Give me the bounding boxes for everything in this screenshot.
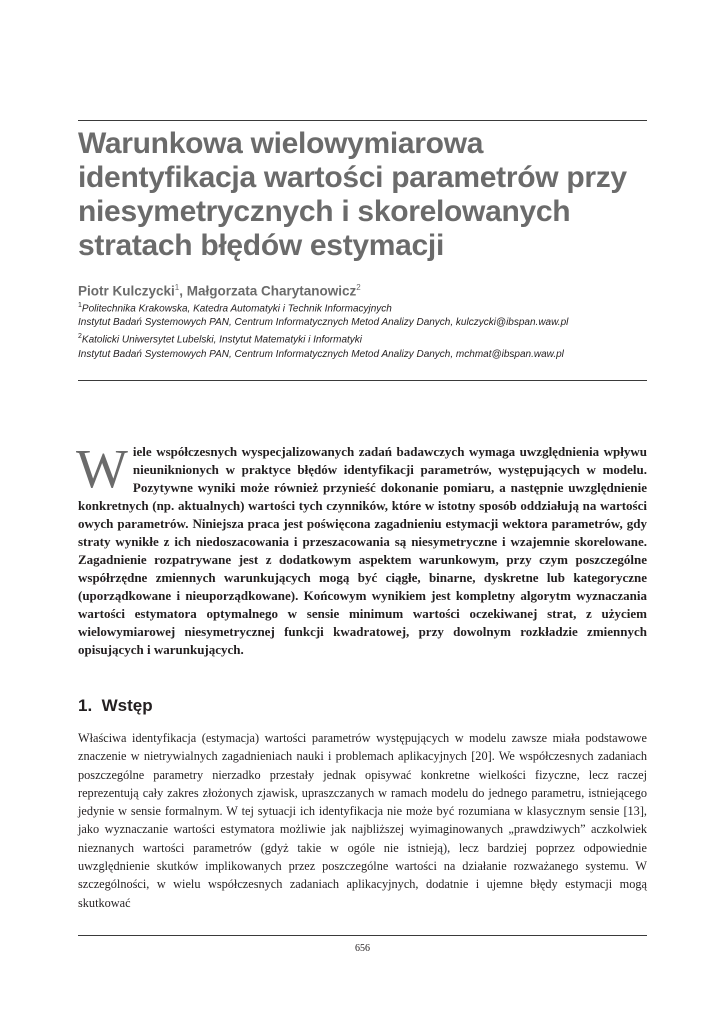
affiliations: [78, 299, 647, 362]
affiliation-line: [78, 330, 647, 347]
top-rule: [78, 120, 647, 121]
affiliation-mark: 1: [78, 302, 82, 309]
affiliation-line: [78, 299, 647, 316]
author-affiliation-mark: 1: [174, 283, 180, 292]
affiliation-text: Katolicki Uniwersytet Lubelski, Instytut Matematyki i Informatyki: [81, 334, 362, 346]
abstract: [76, 438, 647, 659]
abstract-text: iele współczesnych wyspecjalizowanych zadań badawczych wymaga uwzględnienia wpływu nieuniknionych w praktyce błędów identyfikacji parametrów, występujących w modelu. Pozytywne wyniki może również przynieść dokonanie pomiaru, a następnie uwzględnienie konkretnych (np. aktualnych) wartości tych czynników, które w istotny sposób oddziałują na wartości owych parametrów. Niniejsza praca jest poświęcona zagadnieniu estymacji wektora parametrów, gdy straty wynikłe z ich niedoszacowania i przeszacowania są niesymetryczne i wzajemnie skorelowane. Zagadnienie rozpatrywane jest z dodatkowym aspektem warunkowym, przy czym poszczególne współrzędne zmiennych warunkujących mogą być ciągłe, binarne, dyskretne lub kategoryczne (uporządkowane i nieuporządkowane). Końcowym wynikiem jest kompletny algorytm wyznaczania wartości estymatora optymalnego w sensie minimum wartości oczekiwanej strat, z użyciem wielowymiarowej niesymetrycznej funkcji kwadratowej, przy dowolnym rozkładzie zmiennych opisujących i warunkujących.: [78, 444, 647, 657]
section-body-text: Właściwa identyfikacja (estymacja) wartości parametrów występujących w modelu zawsze miała podstawowe znaczenie w nietrywialnych zagadnieniach nauki i problemach aplikacyjnych [20]. We współczesnych zadaniach poszczególne parametry nierzadko przestały jednak opisywać konkretne wielkości fizyczne, lecz raczej reprezentują cały zakres złożonych zjawisk, upraszczanych w ramach modelu do jednego parametru, istniejącego jedynie w sensie formalnym. W tej sytuacji ich identyfikacja nie może być rozumiana w klasycznym sensie [13], jako wyznaczanie wartości estymatora możliwie jak najbliższej wyimaginowanych „prawdziwych” aczkolwiek nieznanych wartości parametrów (gdyż takie w ogóle nie istnieją), lecz bardziej poprzez odpowiednie uwzględnienie skutków implikowanych przez poszczególne wartości na działanie rozważanego systemu. W szczególności, w wielu współczesnych zadaniach aplikacyjnych, dodatnie i ujemne błędy estymacji mogą skutkować: [78, 731, 647, 910]
author-list: [78, 283, 361, 299]
author-separator: ,: [179, 283, 187, 299]
footer-rule: [78, 935, 647, 936]
author-name: Małgorzata Charytanowicz: [186, 283, 357, 299]
section-number: 1.: [78, 696, 93, 715]
affiliation-mark: 2: [78, 333, 82, 341]
page-number: 656: [355, 943, 370, 954]
affiliation-text: Politechnika Krakowska, Katedra Automatyki i Technik Informacyjnych: [81, 303, 392, 315]
paper-title: Warunkowa wielowymiarowa identyfikacja wartości parametrów przy niesymetrycznych i skorelowanych stratach błędów estymacji: [78, 127, 627, 262]
author-affiliation-mark: 2: [356, 283, 361, 292]
section-title: Wstęp: [101, 696, 153, 715]
section-heading: [78, 696, 153, 716]
paper-page: [78, 0, 647, 1024]
abstract-rule: [78, 380, 647, 381]
affiliation-line: Instytut Badań Systemowych PAN, Centrum Informatycznych Metod Analizy Danych, kulczycki@ibspan.waw.pl: [78, 317, 569, 329]
author-name: Piotr Kulczycki: [78, 283, 175, 299]
drop-cap: W: [76, 438, 128, 499]
affiliation-line: Instytut Badań Systemowych PAN, Centrum Informatycznych Metod Analizy Danych, mchmat@ibspan.waw.pl: [78, 348, 564, 360]
